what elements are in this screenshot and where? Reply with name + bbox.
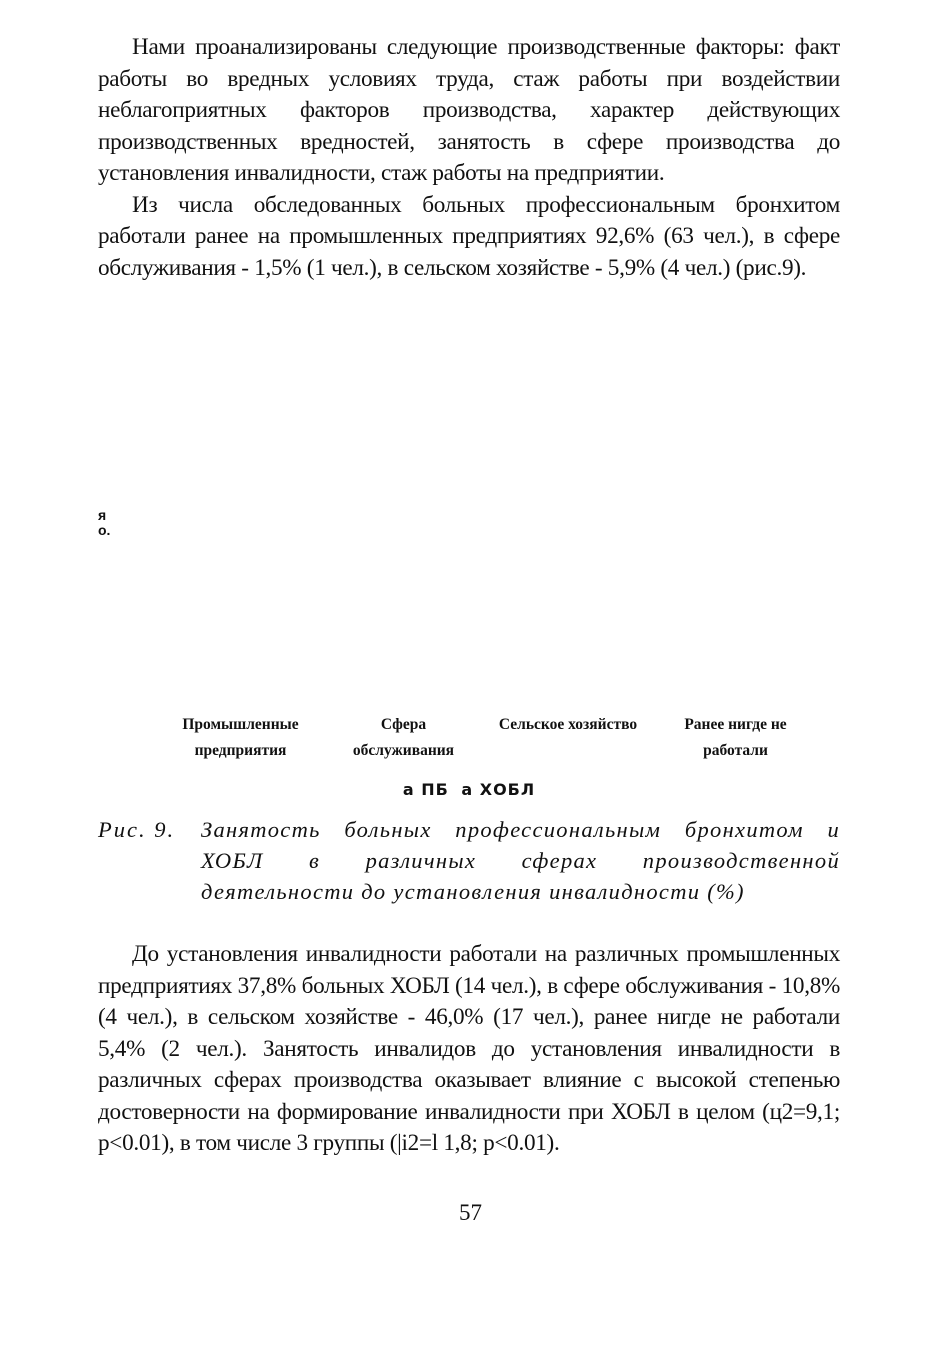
figure-caption-text: Занятость больных профессиональным бронхитом и ХОБЛ в различных сферах производственной деятельности до установления инвалидности (%) (201, 817, 840, 904)
category-label-industry: Промышленные предприятия (182, 716, 299, 759)
employment-chart (98, 330, 840, 799)
category-label-service: Сфера обслуживания (352, 716, 455, 759)
y-axis-label: я о. (98, 507, 111, 538)
legend-item-pb: а ПБ (402, 780, 449, 799)
page-number: 57 (459, 1200, 482, 1225)
legend-item-hobl: а ХОБЛ (461, 780, 536, 799)
paragraph-bronchitis-employment: Из числа обследованных больных профессиональным бронхитом работали ранее на промышленных предприятиях 92,6% (63 чел.), в сфере обслуживания - 1,5% (1 чел.), в сельском хозяйстве - 5,9% (4 чел.) (рис.9). (98, 191, 840, 281)
chart-legend (98, 780, 840, 799)
figure-caption (98, 814, 840, 907)
bottom-text-block (98, 939, 840, 1160)
paragraph-copd-employment: До установления инвалидности работали на различных промышленных предприятиях 37,8% больных ХОБЛ (14 чел.), в сфере обслуживания - 10,8% (4 чел.), в сельском хозяйстве - 46,0% (17 чел.), ранее нигде не работали 5,4% (2 чел.). Занятость инвалидов до установления инвалидности в различных сферах производства оказывает влияние с высокой степенью достоверности на формирование инвалидности при ХОБЛ в целом (ц2=9,1; p<0.01), в том числе 3 группы (|i2=l 1,8; p<0.01). (98, 941, 840, 1156)
top-text-block (98, 32, 840, 284)
paragraph-production-factors: Нами проанализированы следующие производственные факторы: факт работы во вредных условиях труда, стаж работы при воздействии неблагоприятных факторов производства, характер действующих производственных вредностей, занятость в сфере производства до установления инвалидности, стаж работы на предприятии. (98, 34, 840, 186)
category-label-agriculture: Сельское хозяйство (498, 716, 638, 733)
figure-caption-label: Рис. 9. (98, 817, 176, 842)
category-label-never-worked: Ранее нигде не работали (684, 716, 787, 759)
